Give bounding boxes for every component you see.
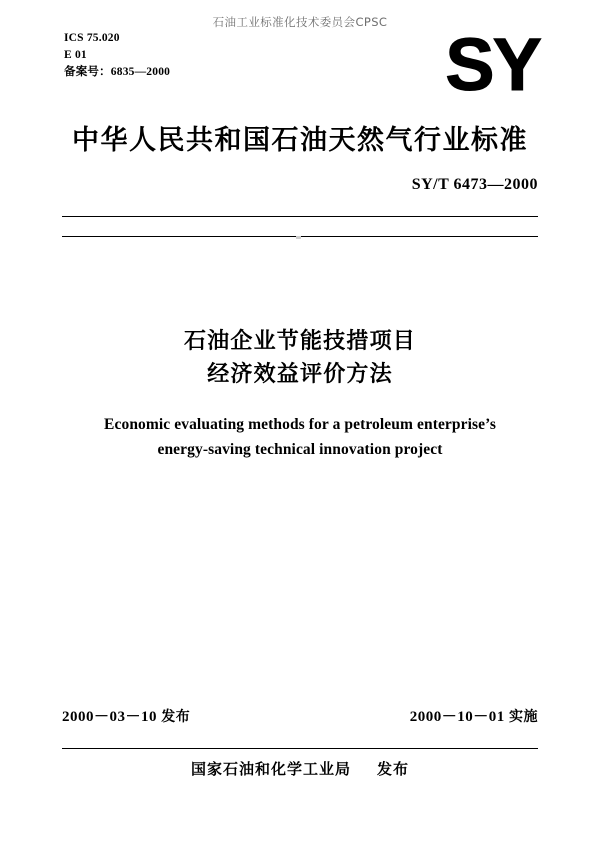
issuer-action: 发布	[377, 760, 410, 778]
page-speck	[296, 236, 301, 239]
document-title-cn	[0, 325, 600, 391]
ics-code: ICS 75.020	[64, 32, 120, 44]
issue-date-group	[62, 705, 190, 726]
effective-date: 2000－10－01	[409, 709, 505, 725]
page-title: 中华人民共和国石油天然气行业标准	[72, 125, 528, 156]
document-title-cn-line1: 石油企业节能技措项目	[183, 329, 416, 354]
sy-logo: SY	[445, 23, 540, 106]
divider-top	[62, 216, 538, 217]
effective-date-label: 实施	[509, 709, 538, 725]
document-title-en	[0, 412, 600, 462]
standard-number: SY/T 6473—2000	[411, 176, 538, 193]
effective-date-group	[410, 705, 538, 726]
date-row	[62, 705, 538, 726]
ics-block	[64, 30, 170, 81]
document-title-en-line1: Economic evaluating methods for a petroleum enterprise’s	[104, 416, 496, 433]
issuer-name: 国家石油和化学工业局	[190, 760, 351, 778]
document-title-cn-line2: 经济效益评价方法	[207, 362, 393, 387]
category-code: E 01	[64, 49, 87, 61]
issue-date: 2000－03－10	[62, 709, 158, 725]
issue-date-label: 发布	[161, 709, 191, 725]
divider-bottom	[62, 748, 538, 749]
record-number: 备案号：6835—2000	[64, 66, 171, 78]
document-title-en-line2: energy-saving technical innovation project	[157, 441, 443, 458]
issuer-row	[0, 758, 600, 779]
watermark-text: 石油工业标准化技术委员会CPSC	[212, 15, 388, 29]
